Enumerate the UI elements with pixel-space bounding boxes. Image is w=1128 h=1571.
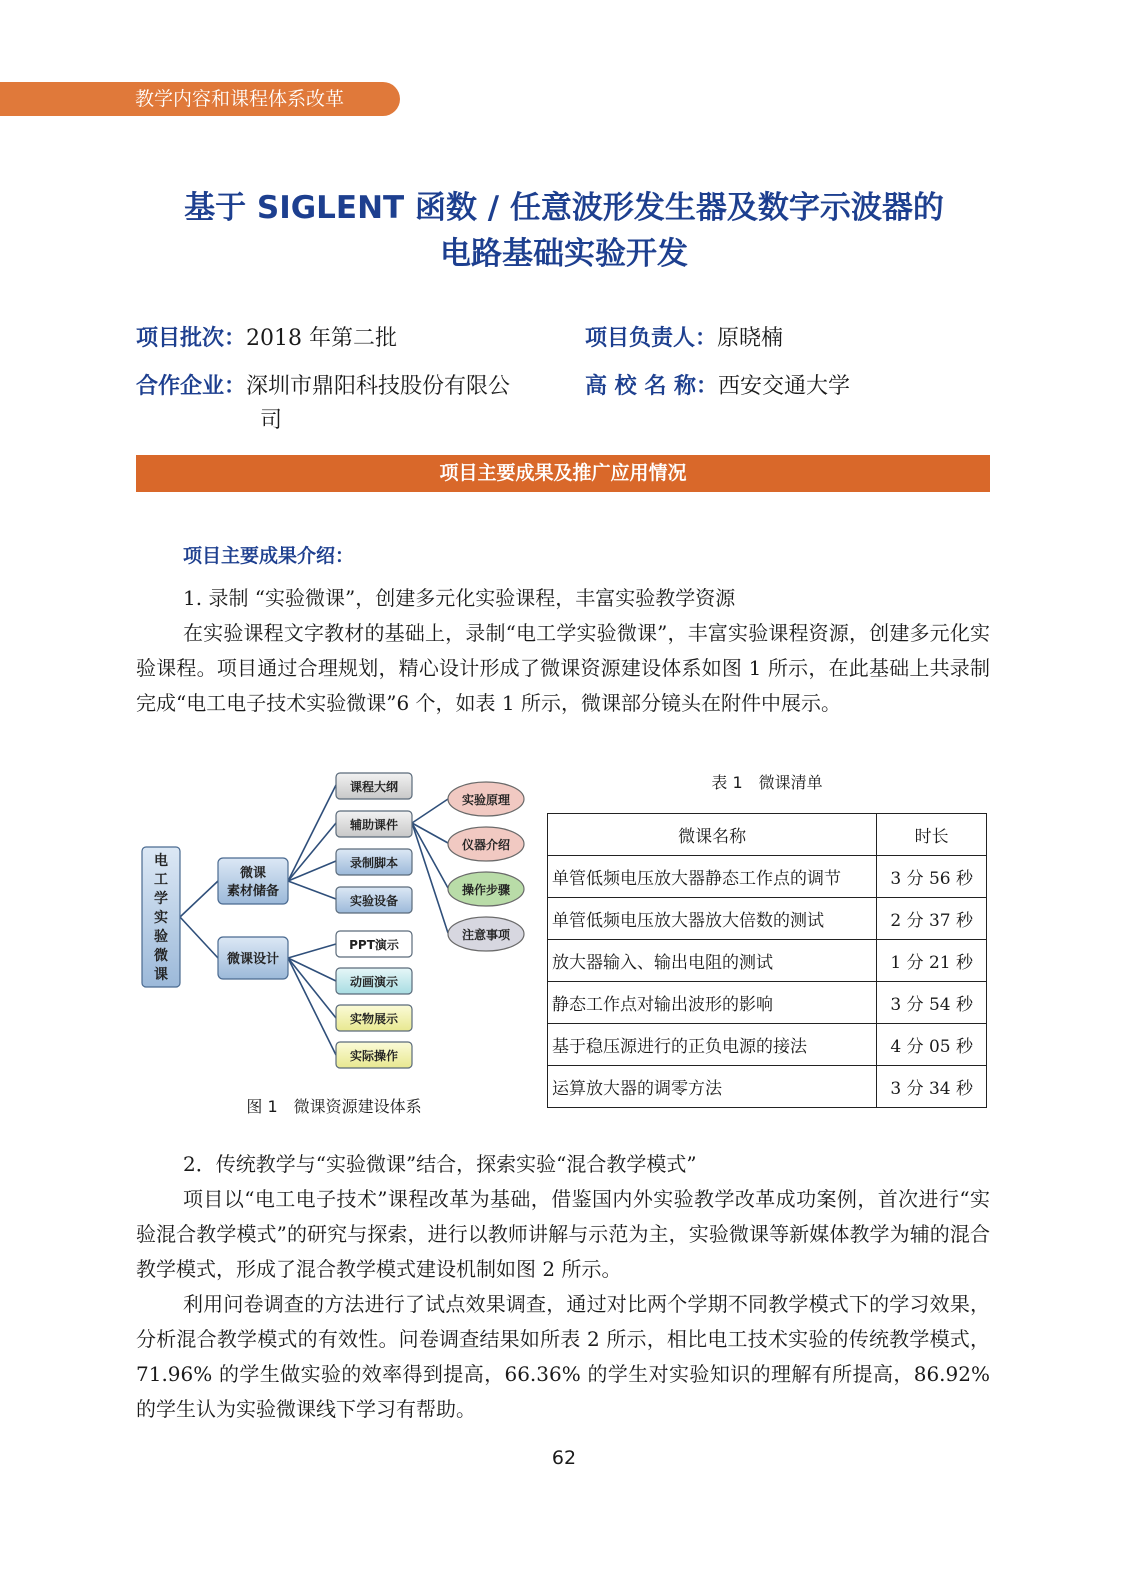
table-cell-duration: 1 分 21 秒 (877, 940, 987, 982)
company-label: 合作企业： (136, 374, 247, 399)
header-tab: 教学内容和课程体系改革 (0, 82, 400, 116)
table-cell-name: 放大器输入、输出电阻的测试 (548, 940, 877, 982)
table1-caption: 表 1 微课清单 (711, 773, 823, 792)
root-char: 电 (154, 853, 168, 869)
item1-title: 1. 录制 “实验微课”，创建多元化实验课程，丰富实验教学资源 (183, 586, 736, 610)
leader-value: 原晓楠 (717, 326, 784, 351)
page-number: 62 (551, 1447, 577, 1469)
courseware-leaf-label: 注意事项 (461, 928, 511, 942)
section-title-bar: 项目主要成果及推广应用情况 (136, 455, 990, 492)
root-node-label (154, 852, 168, 983)
company-value-line1: 深圳市鼎阳科技股份有限公 (246, 374, 511, 399)
company-value-line2: 司 (260, 408, 283, 433)
root-char: 验 (154, 929, 168, 945)
leader-label: 项目负责人： (585, 326, 718, 351)
table-header-name: 微课名称 (548, 814, 877, 856)
table-cell-duration: 2 分 37 秒 (877, 898, 987, 940)
batch-value: 2018 年第二批 (246, 326, 397, 351)
table-cell-name: 单管低频电压放大器静态工作点的调节 (548, 856, 877, 898)
branch-materials-line: 素材储备 (226, 884, 280, 899)
item2-body2: 利用问卷调查的方法进行了试点效果调查，通过对比两个学期不同教学模式下的学习效果，分析混合教学模式的有效性。问卷调查结果如所表 2 所示，相比电工技术实验的传统教学模式，71.96% 的学生做实验的效率得到提高，66.36% 的学生对实验知识的理解有所提高，86.92% 的学生认为实验微课线下学习有帮助。 (136, 1292, 990, 1421)
intro-heading: 项目主要成果介绍： (183, 545, 355, 567)
table-cell-name: 单管低频电压放大器放大倍数的测试 (548, 898, 877, 940)
courseware-leaves (448, 782, 524, 951)
microcourse-table (547, 813, 987, 1108)
figure1-caption: 图 1 微课资源建设体系 (246, 1097, 422, 1116)
courseware-leaf-label: 操作步骤 (461, 883, 511, 897)
materials-leaf-label: 录制脚本 (349, 856, 399, 870)
table-header-duration: 时长 (877, 814, 987, 856)
materials-leaves (336, 773, 412, 913)
table-row (548, 856, 987, 898)
table-row (548, 1024, 987, 1066)
materials-leaf-label: 实验设备 (349, 894, 399, 908)
meta-leader (585, 322, 783, 356)
table-row (548, 1066, 987, 1108)
table-cell-name: 静态工作点对输出波形的影响 (548, 982, 877, 1024)
table-row (548, 940, 987, 982)
meta-batch (136, 322, 397, 356)
item1-block (136, 581, 990, 721)
school-value: 西安交通大学 (717, 374, 850, 399)
design-leaf-label: 实物展示 (349, 1012, 399, 1026)
table-row (548, 898, 987, 940)
courseware-leaf-label: 实验原理 (461, 793, 511, 807)
table-row (548, 982, 987, 1024)
table-cell-duration: 3 分 56 秒 (877, 856, 987, 898)
school-label: 高 校 名 称： (585, 374, 718, 399)
batch-label: 项目批次： (136, 326, 247, 351)
branch-materials-line: 微课 (239, 866, 267, 881)
root-char: 实 (154, 910, 168, 926)
item1-body: 在实验课程文字教材的基础上，录制“电工学实验微课”，丰富实验课程资源，创建多元化实验课程。项目通过合理规划，精心设计形成了微课资源建设体系如图 1 所示，在此基础上共录制完成“电工电子技术实验微课”6 个，如表 1 所示，微课部分镜头在附件中展示。 (136, 621, 990, 715)
materials-leaf-label: 课程大纲 (349, 780, 399, 794)
page-title-line2: 电路基础实验开发 (440, 236, 688, 272)
design-leaf-label: PPT演示 (349, 938, 399, 952)
page-title-line1: 基于 SIGLENT 函数 / 任意波形发生器及数字示波器的 (184, 190, 944, 226)
root-char: 学 (154, 891, 168, 907)
design-leaves (336, 931, 412, 1068)
materials-leaf-label: 辅助课件 (349, 818, 399, 832)
meta-company (136, 370, 510, 404)
design-leaf-label: 实际操作 (349, 1049, 399, 1063)
table-cell-name: 运算放大器的调零方法 (548, 1066, 877, 1108)
table-header-row (548, 814, 987, 856)
table-cell-name: 基于稳压源进行的正负电源的接法 (548, 1024, 877, 1066)
table-cell-duration: 3 分 54 秒 (877, 982, 987, 1024)
branch-design-label: 微课设计 (226, 952, 280, 967)
root-char: 工 (154, 872, 168, 888)
courseware-leaf-label: 仪器介绍 (461, 838, 511, 852)
item2-block (136, 1147, 990, 1427)
table-cell-duration: 3 分 34 秒 (877, 1066, 987, 1108)
figure1-diagram (130, 765, 535, 1085)
root-char: 微 (154, 948, 168, 964)
item2-title: 2．传统教学与“实验微课”结合，探索实验“混合教学模式” (183, 1152, 697, 1176)
design-leaf-label: 动画演示 (349, 975, 399, 989)
meta-school (585, 370, 850, 404)
item2-body1: 项目以“电工电子技术”课程改革为基础，借鉴国内外实验教学改革成功案例，首次进行“实验混合教学模式”的研究与探索，进行以教师讲解与示范为主，实验微课等新媒体教学为辅的混合教学模式，形成了混合教学模式建设机制如图 2 所示。 (136, 1187, 990, 1281)
root-char: 课 (154, 967, 168, 983)
table-cell-duration: 4 分 05 秒 (877, 1024, 987, 1066)
